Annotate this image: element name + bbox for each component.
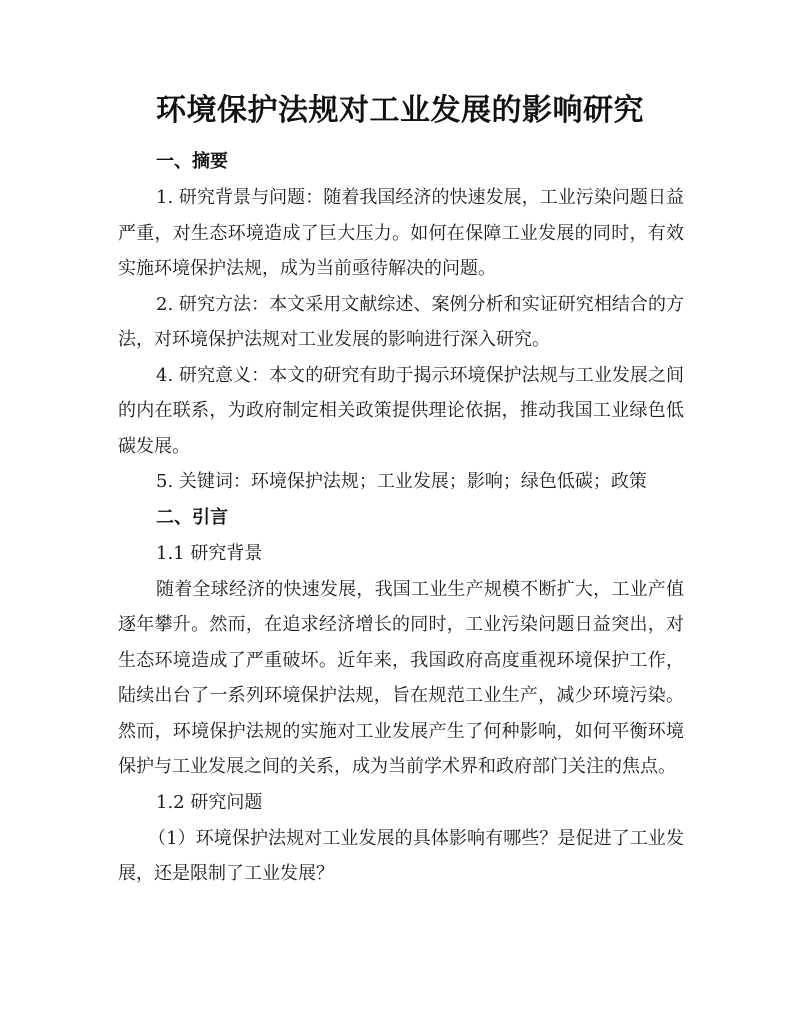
document-body <box>118 144 684 892</box>
abstract-item-method: 2. 研究方法：本文采用文献综述、案例分析和实证研究相结合的方法，对环境保护法规对工业发展的影响进行深入研究。 <box>118 293 684 350</box>
research-question-1: （1）环境保护法规对工业发展的具体影响有哪些？是促进了工业发展，还是限制了工业发展？ <box>118 827 684 884</box>
subsection-heading-questions: 1.2 研究问题 <box>156 791 263 813</box>
abstract-item-background: 1. 研究背景与问题：随着我国经济的快速发展，工业污染问题日益严重，对生态环境造成了巨大压力。如何在保障工业发展的同时，有效实施环境保护法规，成为当前亟待解决的问题。 <box>118 187 684 279</box>
document-title: 环境保护法规对工业发展的影响研究 <box>156 93 644 128</box>
subsection-heading-background: 1.1 研究背景 <box>156 542 263 564</box>
abstract-item-significance: 4. 研究意义：本文的研究有助于揭示环境保护法规与工业发展之间的内在联系，为政府制定相关政策提供理论依据，推动我国工业绿色低碳发展。 <box>118 364 684 457</box>
abstract-item-keywords: 5. 关键词：环境保护法规；工业发展；影响；绿色低碳；政策 <box>156 471 647 492</box>
section-heading-abstract: 一、摘要 <box>156 151 228 172</box>
section-heading-introduction: 二、引言 <box>156 506 228 528</box>
background-paragraph: 随着全球经济的快速发展，我国工业生产规模不断扩大，工业产值逐年攀升。然而，在追求经济增长的同时，工业污染问题日益突出，对生态环境造成了严重破坏。近年来，我国政府高度重视环境保护工作，陆续出台了一系列环境保护法规，旨在规范工业生产，减少环境污染。然而，环境保护法规的实施对工业发展产生了何种影响，如何平衡环境保护与工业发展之间的关系，成为当前学术界和政府部门关注的焦点。 <box>118 578 684 777</box>
